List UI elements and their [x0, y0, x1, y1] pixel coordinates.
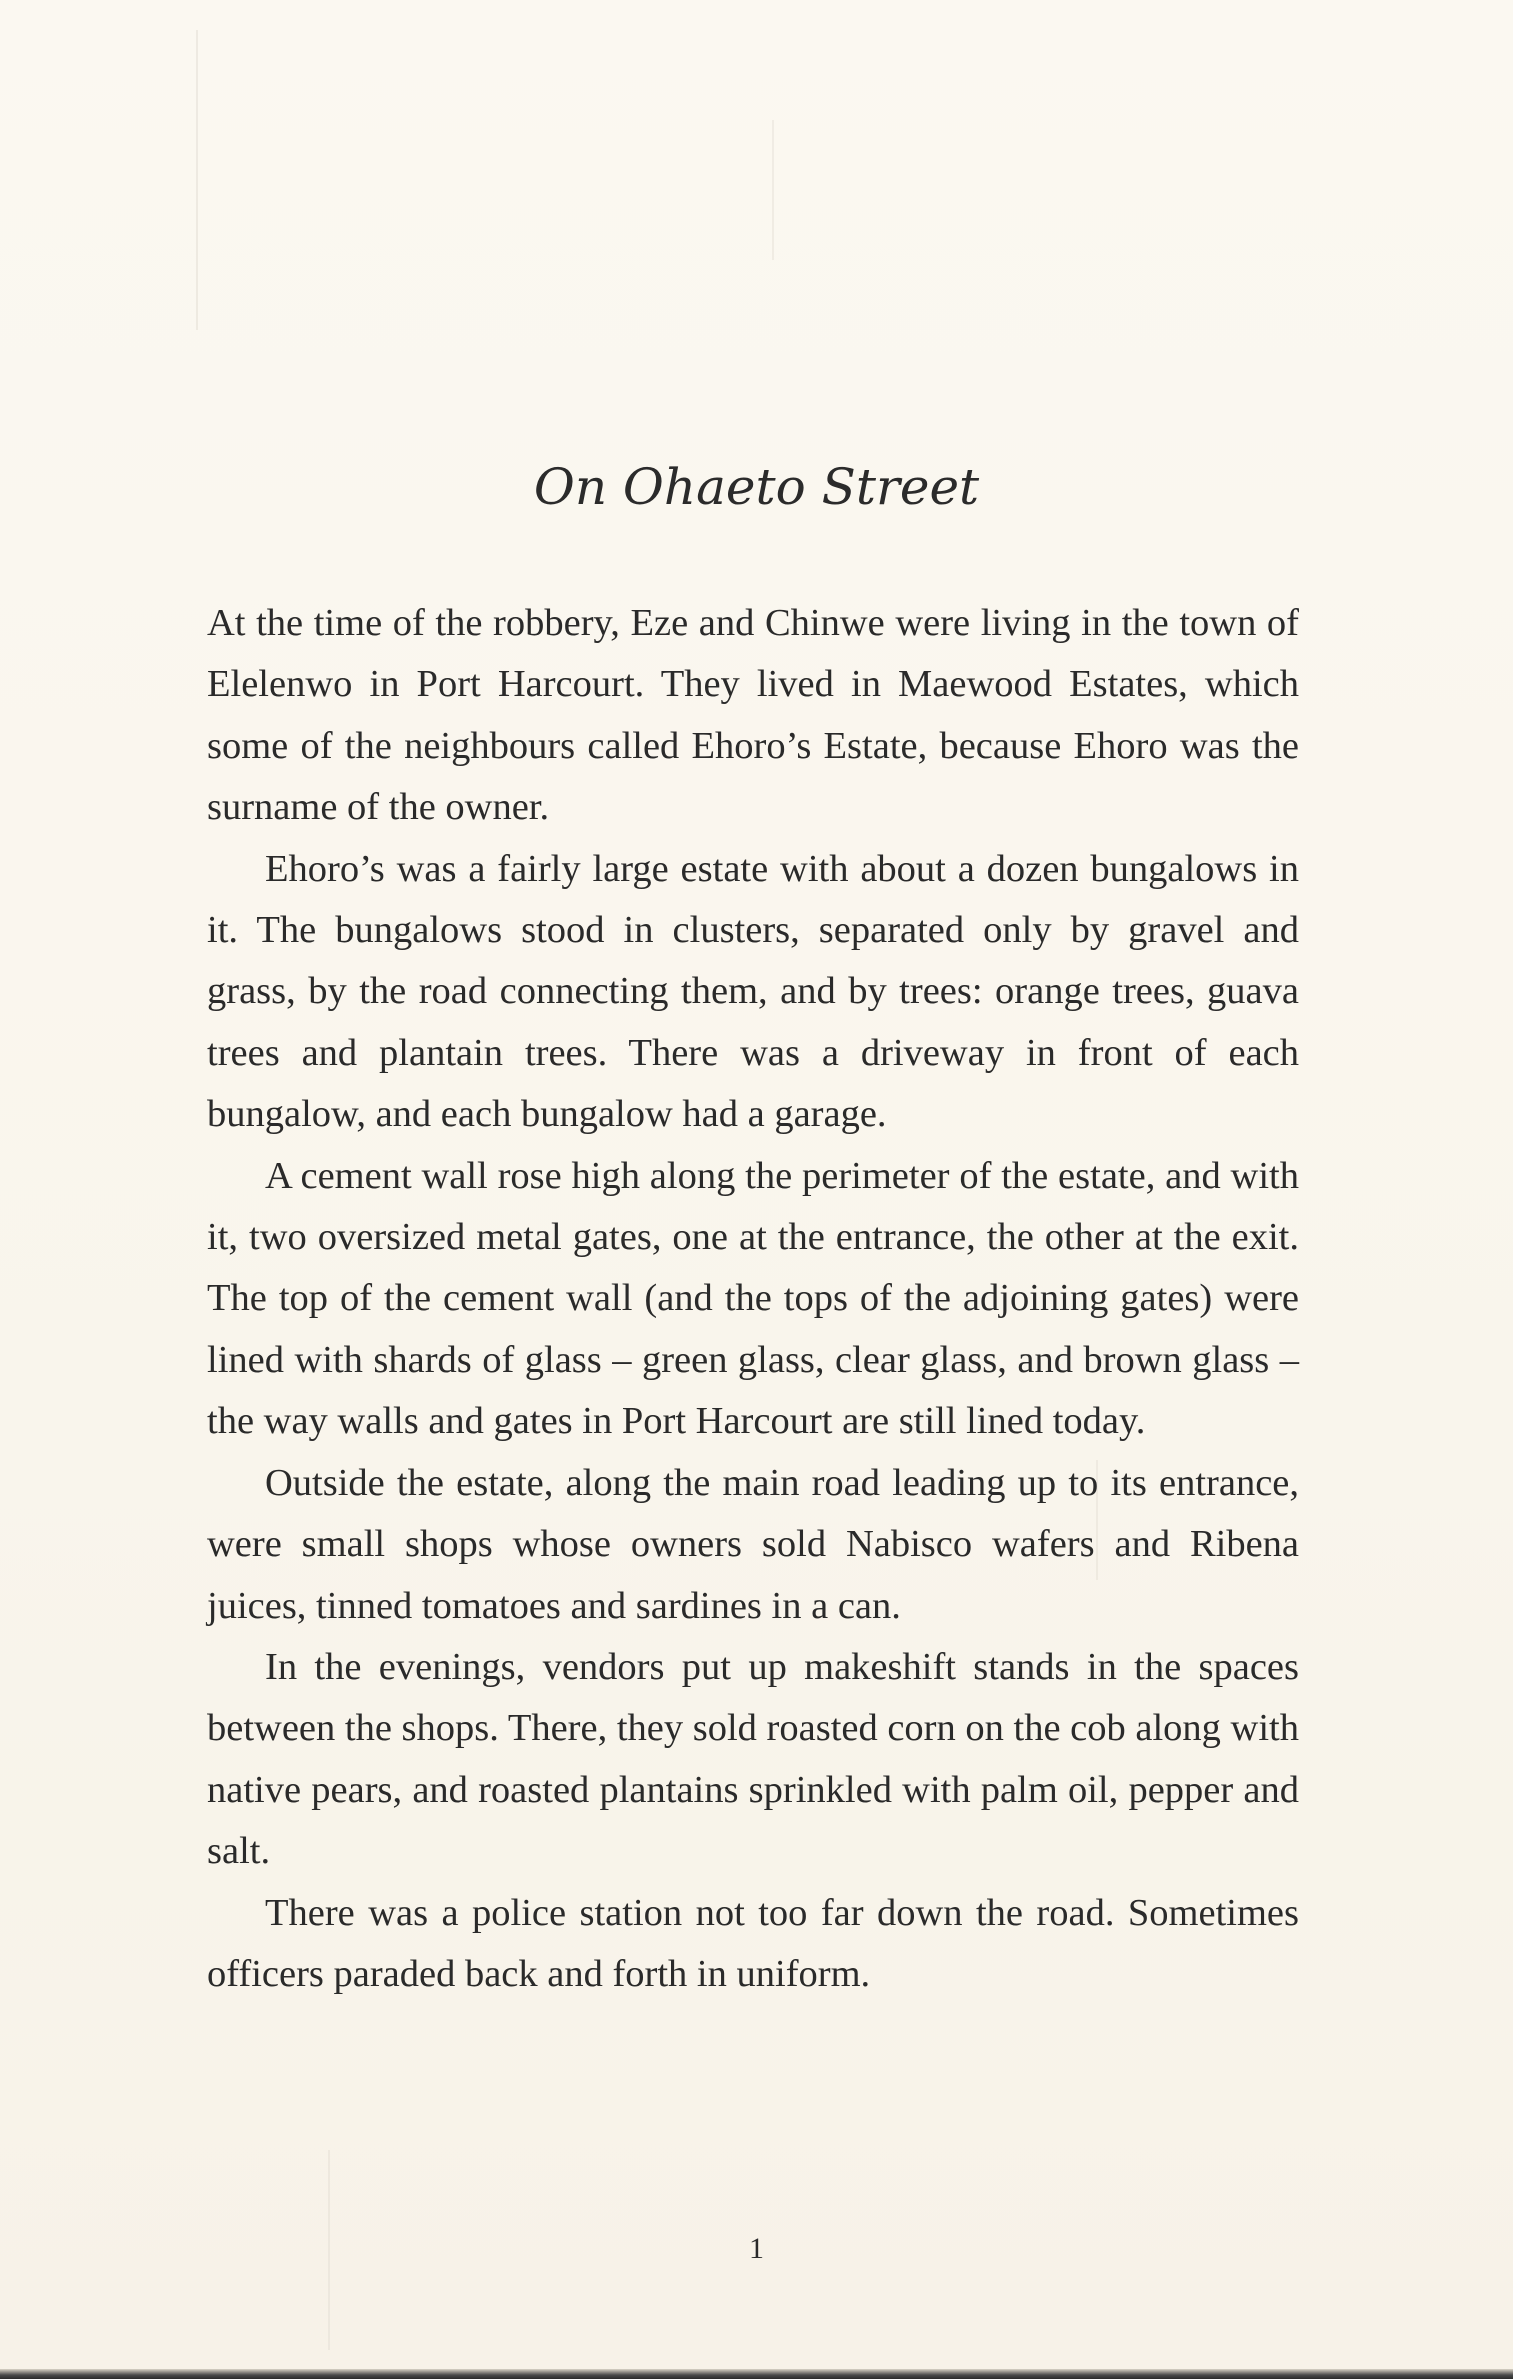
paragraph: A cement wall rose high along the perimeter of the estate, and with it, two oversized metal gates, one at the entrance, the other at the exit. The top of the cement wall (and the tops of the adjoining gates) were lined with shards of glass – green glass, clear glass, and brown glass – the way walls and gates in Port Harcourt are still lined today. [207, 1154, 1299, 1443]
paragraph: At the time of the robbery, Eze and Chinwe were living in the town of Elelenwo in Port Harcourt. They lived in Maewood Estates, which some of the neighbours called Ehoro’s Estate, because Ehoro was the surname of the owner. [207, 602, 1299, 829]
page-number: 1 [749, 2232, 764, 2265]
page-edge [0, 2369, 1513, 2379]
chapter-body [207, 593, 1299, 2005]
paragraph: There was a police station not too far down the road. Sometimes officers paraded back and forth in uniform. [207, 1891, 1299, 1995]
paragraph: Ehoro’s was a fairly large estate with about a dozen bungalows in it. The bungalows stood in clusters, separated only by gravel and grass, by the road connecting them, and by trees: orange trees, guava trees and plantain trees. There was a driveway in front of each bungalow, and each bungalow had a garage. [207, 847, 1299, 1136]
scan-mark [772, 120, 774, 260]
chapter-title: On Ohaeto Street [533, 458, 980, 516]
paragraph: Outside the estate, along the main road leading up to its entrance, were small shops whose owners sold Nabisco wafers and Ribena juices, tinned tomatoes and sardines in a can. [207, 1461, 1299, 1627]
paragraph: In the evenings, vendors put up makeshift stands in the spaces between the shops. There, they sold roasted corn on the cob along with native pears, and roasted plantains sprinkled with palm oil, pepper and salt. [207, 1645, 1299, 1873]
scan-mark [196, 30, 198, 330]
